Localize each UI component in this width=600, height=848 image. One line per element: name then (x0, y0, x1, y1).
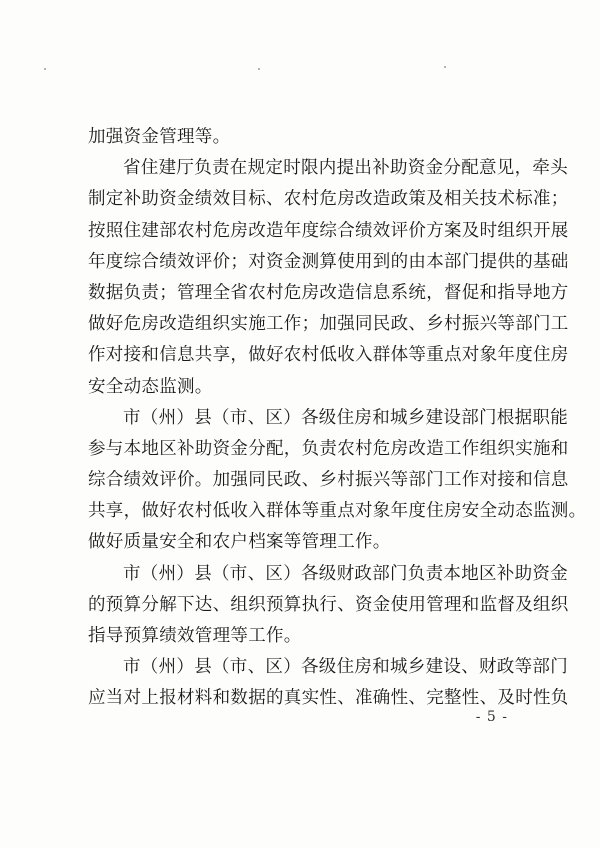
paragraph-start-line: 市（州）县（市、区）各级住房和城乡建设部门根据职能 (123, 407, 568, 428)
text-line: 指导预算绩效管理等工作。 (88, 626, 302, 646)
page-number: - 5 - (475, 709, 508, 725)
paragraph-start-line: 市（州）县（市、区）各级住房和城乡建设、财政等部门 (123, 657, 568, 678)
body-text (88, 122, 587, 715)
text-line: 数据负责；管理全省农村危房改造信息系统，督促和指导地方 (88, 282, 569, 303)
text-line: 应当对上报材料和数据的真实性、准确性、完整性、及时性负 (88, 688, 569, 709)
text-line: 制定补助资金绩效目标、农村危房改造政策及相关技术标准； (88, 189, 569, 210)
text-line: 安全动态监测。 (88, 376, 213, 397)
text-line: 作对接和信息共享，做好农村低收入群体等重点对象年度住房 (88, 345, 569, 366)
text-line: 做好质量安全和农户档案等管理工作。 (88, 532, 391, 553)
text-line: 按照住建部农村危房改造年度综合绩效评价方案及时组织开展 (88, 220, 569, 241)
text-line: 加强资金管理等。 (88, 127, 231, 147)
text-line: 做好危房改造组织实施工作；加强同民政、乡村振兴等部门工 (88, 314, 569, 335)
text-line: 参与本地区补助资金分配，负责农村危房改造工作组织实施和 (88, 438, 569, 459)
paragraph-start-line: 市（州）县（市、区）各级财政部门负责本地区补助资金 (123, 563, 568, 584)
paragraph-start-line: 省住建厅负责在规定时限内提出补助资金分配意见，牵头 (123, 158, 568, 179)
scan-speck (258, 68, 260, 70)
scan-speck (44, 68, 46, 70)
text-line: 共享，做好农村低收入群体等重点对象年度住房安全动态监测。 (88, 501, 587, 522)
text-line: 年度综合绩效评价；对资金测算使用到的由本部门提供的基础 (88, 251, 569, 272)
scan-speck (444, 66, 446, 68)
text-line: 的预算分解下达、组织预算执行、资金使用管理和监督及组织 (88, 594, 569, 615)
text-line: 综合绩效评价。加强同民政、乡村振兴等部门工作对接和信息 (88, 470, 569, 491)
